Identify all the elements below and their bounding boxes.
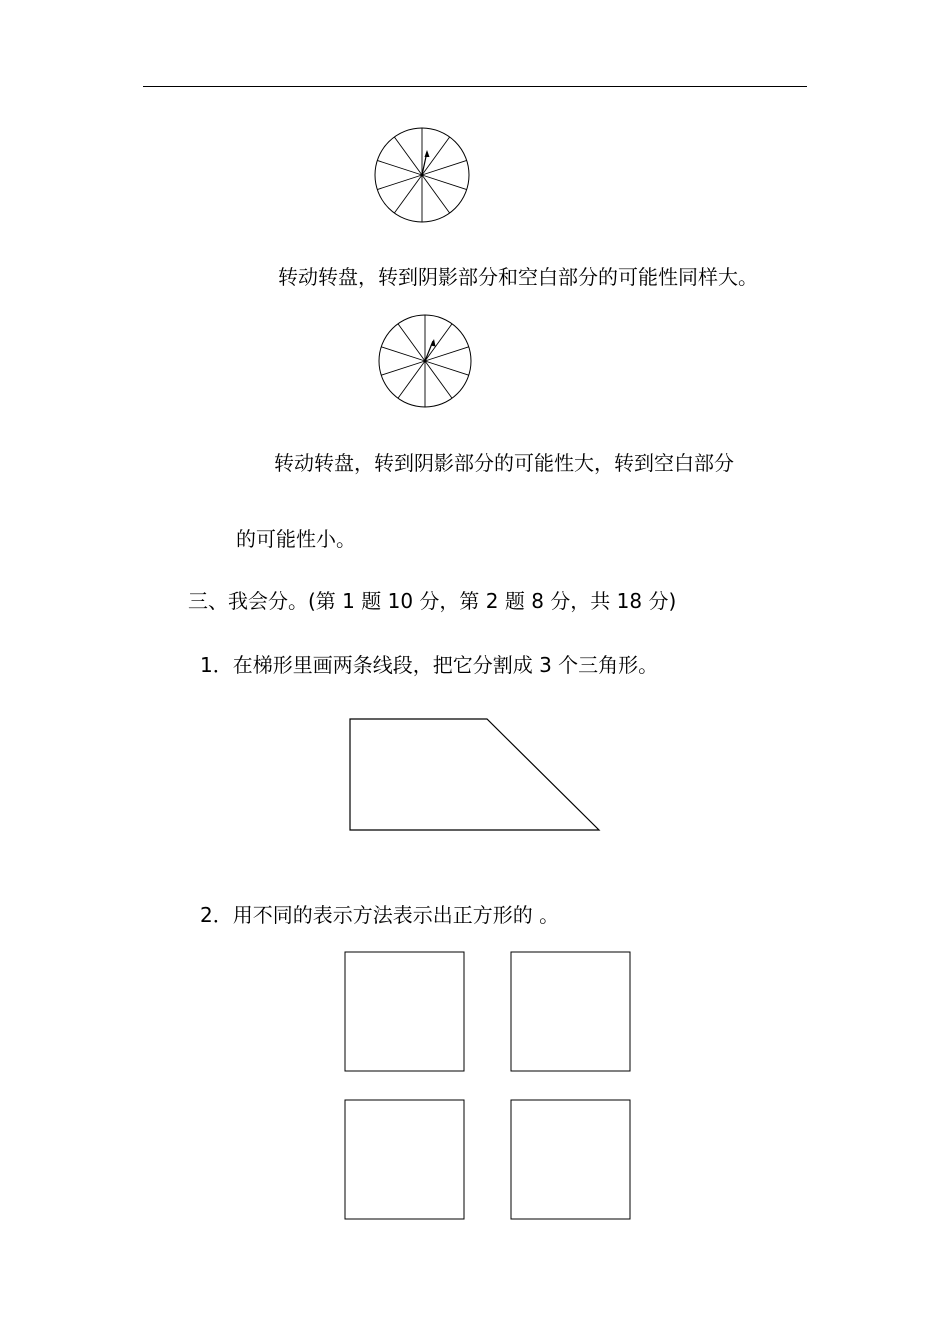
spinner-divider xyxy=(398,324,425,361)
spinner-divider xyxy=(425,347,469,361)
statement-1: 转动转盘，转到阴影部分和空白部分的可能性同样大。 xyxy=(278,265,758,289)
spinner-1 xyxy=(372,126,472,226)
spinner-divider xyxy=(377,160,422,175)
spinner-divider xyxy=(425,361,452,398)
spinner-divider xyxy=(422,175,467,190)
question-1: 1．在梯形里画两条线段，把它分割成 3 个三角形。 xyxy=(200,653,659,677)
spinner-divider xyxy=(377,175,422,190)
square-2 xyxy=(510,951,632,1073)
spinner-divider xyxy=(398,361,425,398)
spinner-divider xyxy=(381,347,425,361)
spinner-divider xyxy=(425,324,452,361)
trapezoid-svg xyxy=(348,717,602,833)
statement-2-line-2: 的可能性小。 xyxy=(236,527,356,551)
section-3-heading: 三、我会分。(第 1 题 10 分，第 2 题 8 分，共 18 分) xyxy=(188,589,677,613)
square-4 xyxy=(510,1099,632,1221)
square-1 xyxy=(344,951,466,1073)
spinner-2 xyxy=(376,312,474,410)
statement-2-line-1: 转动转盘，转到阴影部分的可能性大，转到空白部分 xyxy=(274,451,734,475)
header-rule xyxy=(143,86,807,87)
spinner-2-arrowhead xyxy=(431,339,436,347)
spinner-2-svg xyxy=(376,312,474,410)
spinner-divider xyxy=(425,361,469,375)
trapezoid-shape xyxy=(350,719,599,830)
spinner-divider xyxy=(381,361,425,375)
spinner-divider xyxy=(422,160,467,175)
spinner-divider xyxy=(394,137,422,175)
spinner-1-svg xyxy=(372,126,472,226)
spinner-divider xyxy=(422,175,450,213)
spinner-1-arrowhead xyxy=(425,150,430,157)
question-2: 2．用不同的表示方法表示出正方形的 。 xyxy=(200,903,560,927)
spinner-divider xyxy=(394,175,422,213)
square-3 xyxy=(344,1099,466,1221)
trapezoid-figure xyxy=(348,717,602,833)
